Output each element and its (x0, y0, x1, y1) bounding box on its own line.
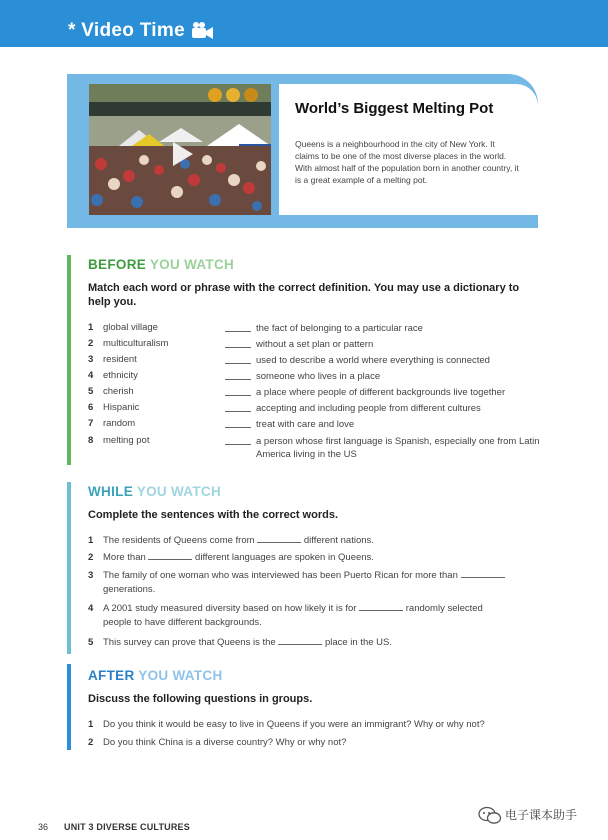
after-you-watch-title: AFTER YOU WATCH (88, 668, 223, 683)
answer-blank[interactable] (359, 610, 403, 611)
header-title: * Video Time (68, 20, 185, 41)
match-item: 7 random treat with care and love (88, 418, 355, 430)
after-instruction: Discuss the following questions in groups. (88, 693, 313, 705)
answer-blank[interactable] (225, 363, 251, 364)
section-header (0, 0, 608, 47)
answer-blank[interactable] (148, 559, 192, 560)
answer-blank[interactable] (225, 411, 251, 412)
street-market-picture (89, 84, 271, 215)
answer-blank[interactable] (225, 444, 251, 445)
match-item: 2 multiculturalism without a set plan or pattern (88, 338, 374, 350)
match-item: 5 cherish a place where people of different backgrounds live together (88, 386, 506, 398)
video-card (67, 74, 538, 228)
video-description: Queens is a neighbourhood in the city of New York. It claims to be one of the most diverse places in the world. With almost half of the population born in another country, it is a great example of a melting pot. (295, 139, 519, 185)
answer-blank[interactable] (225, 331, 251, 332)
answer-blank[interactable] (225, 395, 251, 396)
while-instruction: Complete the sentences with the correct words. (88, 509, 339, 521)
before-you-watch-title: BEFORE YOU WATCH (88, 257, 235, 272)
answer-blank[interactable] (225, 347, 251, 348)
match-item: 4 ethnicity someone who lives in a place (88, 370, 381, 382)
match-item: 3 resident used to describe a world where everything is connected (88, 354, 490, 366)
section-accent-bar (67, 482, 71, 654)
match-item: 6 Hispanic accepting and including people from different cultures (88, 402, 481, 414)
watermark-text: 电子课本助手 (505, 808, 578, 822)
page-number: 36 (38, 822, 49, 832)
unit-label: UNIT 3 DIVERSE CULTURES (64, 822, 190, 832)
video-camera-icon (191, 21, 215, 41)
answer-blank[interactable] (225, 427, 251, 428)
video-info-panel (279, 84, 538, 215)
while-you-watch-title: WHILE YOU WATCH (88, 484, 222, 499)
video-thumbnail[interactable] (89, 84, 271, 215)
section-accent-bar (67, 255, 71, 465)
video-title: World’s Biggest Melting Pot (295, 100, 494, 117)
wechat-icon (478, 806, 502, 826)
match-item: 1 global village the fact of belonging to a particular race (88, 322, 423, 334)
answer-blank[interactable] (257, 542, 301, 543)
match-item: 8 melting pot a person whose first language is Spanish, especially one from Latin America living in the US (88, 435, 540, 460)
section-accent-bar (67, 664, 71, 750)
answer-blank[interactable] (278, 644, 322, 645)
answer-blank[interactable] (225, 379, 251, 380)
before-instruction: Match each word or phrase with the correct definition. You may use a dictionary to help you. (88, 282, 520, 308)
answer-blank[interactable] (461, 577, 505, 578)
